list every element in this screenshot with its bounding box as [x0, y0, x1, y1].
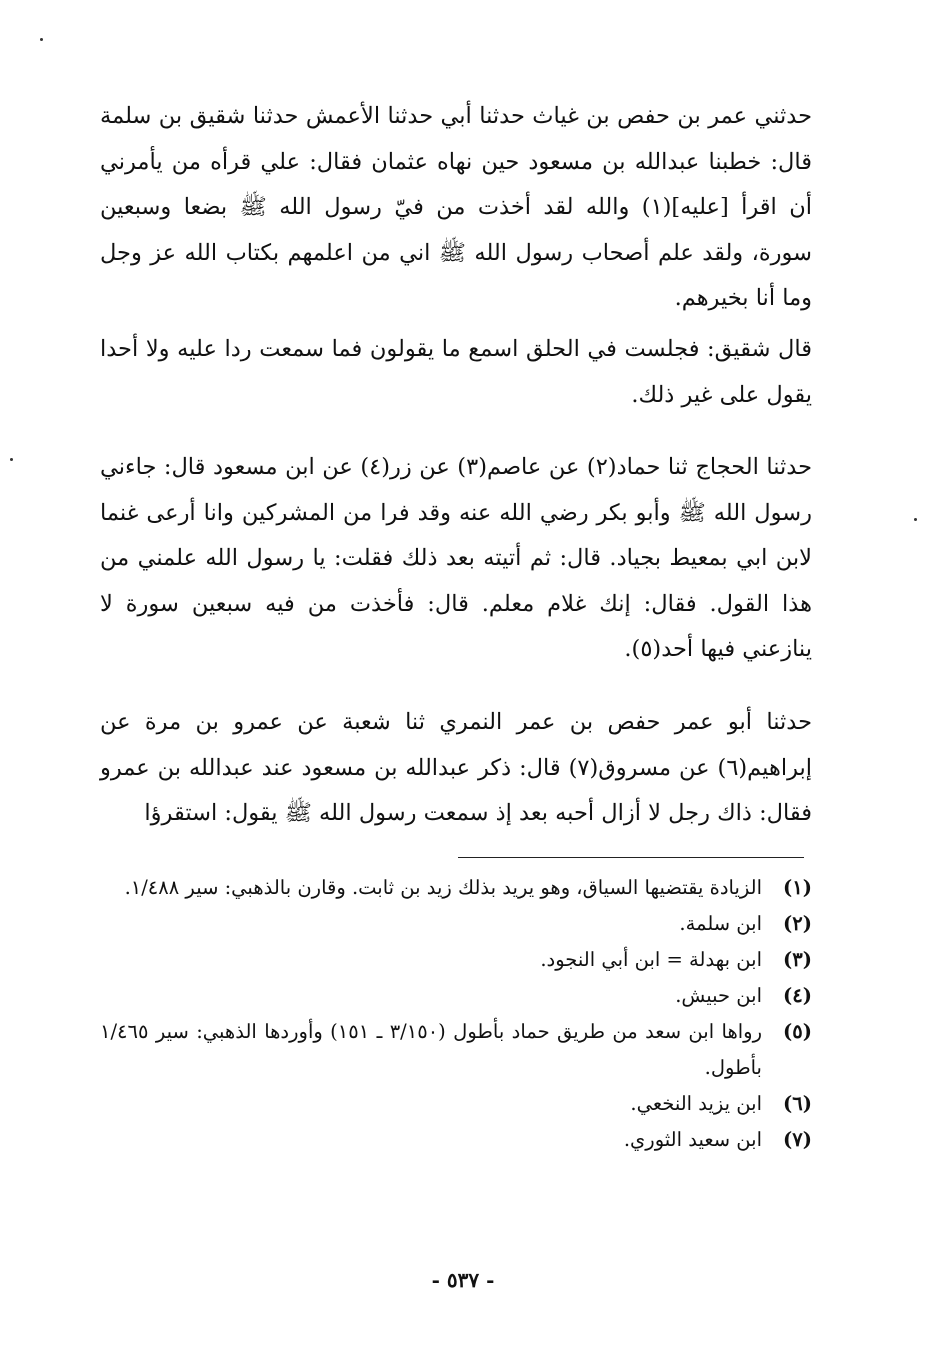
footnote-number: (٢) [783, 912, 812, 935]
footnote-item [100, 1122, 812, 1158]
footnote-item [100, 942, 812, 978]
footnotes-list [100, 870, 812, 1158]
paragraph-shaqiq-comment: قال شقيق: فجلست في الحلق اسمع ما يقولون فما سمعت ردا عليه ولا أحدا يقول على غير ذلك. [100, 336, 812, 408]
footnote-number: (٦) [783, 1092, 812, 1115]
paragraph-hadith-2: حدثنا الحجاج ثنا حماد(٢) عن عاصم(٣) عن زر(٤) عن ابن مسعود قال: جاءني رسول الله ﷺ وأبو بكر رضي الله عنه وقد فرا من المشركين وانا أرعى غنما لابن ابي بمعيط بجياد. قال: ثم أتيته بعد ذلك فقلت: يا رسول الله علمني من هذا القول. فقال: إنك غلام معلم. قال: فأخذت من فيه سبعين سورة لا ينازعني فيها أحد(٥). [100, 454, 812, 662]
footnote-item [100, 870, 812, 906]
footnote-item [100, 1014, 812, 1086]
footnote-text: ابن سلمة. [679, 912, 762, 935]
footnote-text: ابن سعيد الثوري. [623, 1128, 762, 1151]
scan-speck [10, 458, 13, 461]
footnote-number: (١) [783, 876, 812, 899]
footnote-item [100, 978, 812, 1014]
footnote-text: ابن بهدلة = ابن أبي النجود. [540, 948, 762, 971]
page-number: - ٥٣٧ - [431, 1268, 495, 1292]
paragraph-hadith-3: حدثنا أبو عمر حفص بن عمر النمري ثنا شعبة عن عمرو بن مرة عن إبراهيم(٦) عن مسروق(٧) قال: ذكر عبدالله بن مسعود عند عبدالله بن عمرو فقال: ذاك رجل لا أزال أحبه بعد إذ سمعت رسول الله ﷺ يقول: استقرؤا [100, 709, 812, 826]
scan-speck [914, 518, 917, 521]
footnote-separator-line [458, 857, 804, 858]
footnote-text: ابن يزيد النخعي. [630, 1092, 762, 1115]
footnote-number: (٧) [783, 1128, 812, 1151]
footnote-number: (٣) [783, 948, 812, 971]
scan-speck [40, 38, 43, 41]
footnote-item [100, 1086, 812, 1122]
footnote-number: (٤) [783, 984, 812, 1007]
footnote-number: (٥) [783, 1020, 812, 1043]
paragraph-hadith-1: حدثني عمر بن حفص بن غياث حدثنا أبي حدثنا الأعمش حدثنا شقيق بن سلمة قال: خطبنا عبدالله بن مسعود حين نهاه عثمان فقال: علي قرأه من يأمرني أن اقرأ [عليه](١) والله لقد أخذت من فيّ رسول الله ﷺ بضعا وسبعين سورة، ولقد علم أصحاب رسول الله ﷺ اني من اعلمهم بكتاب الله عز وجل وما أنا بخيرهم. [100, 103, 812, 311]
footnote-text: الزيادة يقتضيها السياق، وهو يريد بذلك زيد بن ثابت. وقارن بالذهبي: سير ١/٤٨٨. [124, 876, 762, 899]
footnote-item [100, 906, 812, 942]
footnote-text: رواها ابن سعد من طريق حماد بأطول (٣/١٥٠ ـ ١٥١) وأوردها الذهبي: سير ١/٤٦٥ بأطول. [100, 1020, 762, 1079]
footnote-text: ابن حبيش. [675, 984, 762, 1007]
